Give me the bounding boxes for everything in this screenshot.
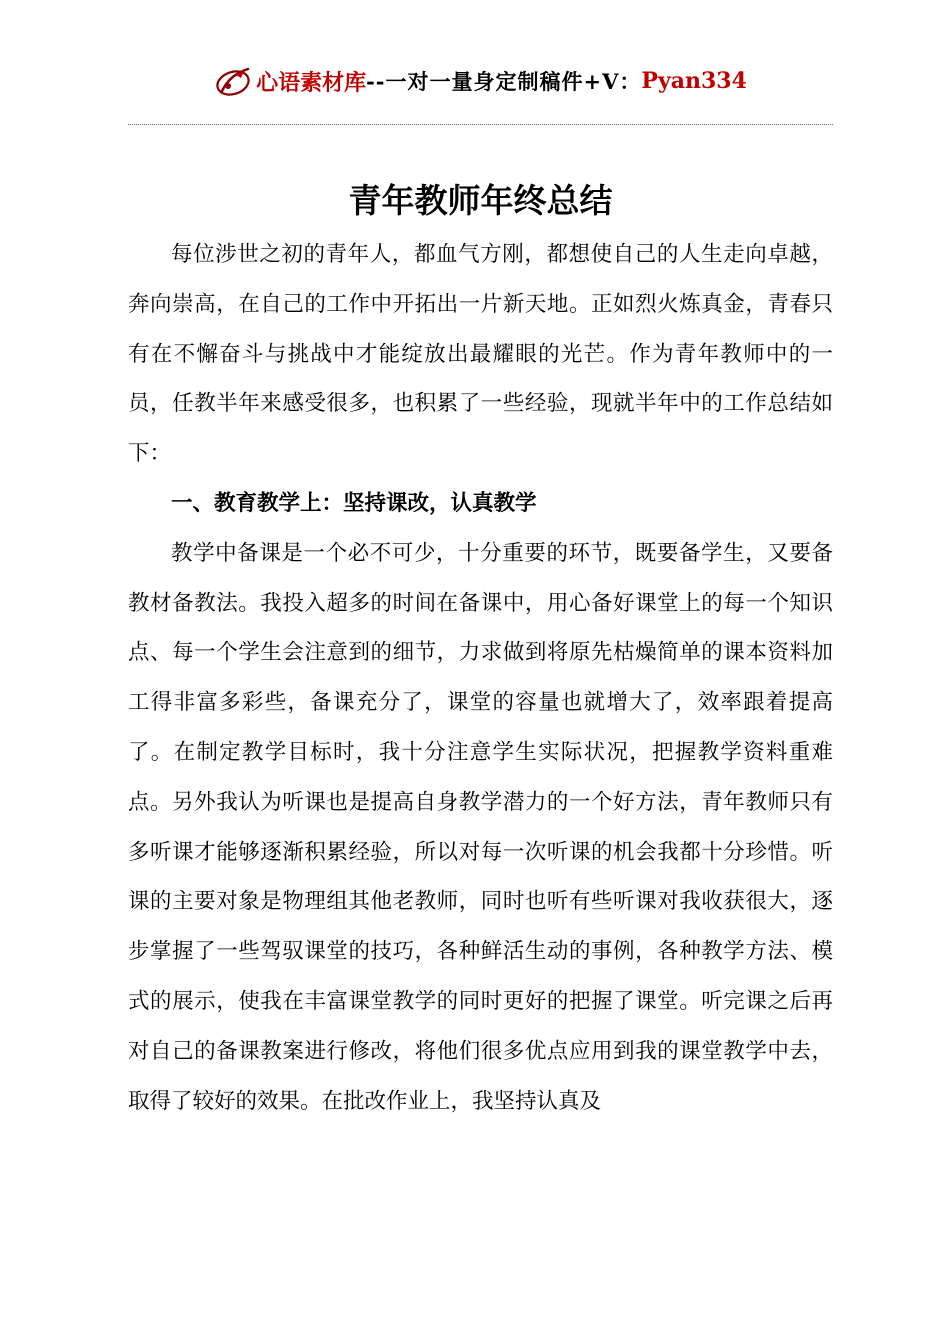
contact-id: Pyan334	[641, 68, 747, 94]
intro-paragraph: 每位涉世之初的青年人，都血气方刚，都想使自己的人生走向卓越，奔向崇高，在自己的工作中开拓出一片新天地。正如烈火炼真金，青春只有在不懈奋斗与挑战中才能绽放出最耀眼的光芒。作为青年教师中的一员，任教半年来感受很多，也积累了一些经验，现就半年中的工作总结如下：	[128, 242, 833, 467]
document-title: 青年教师年终总结	[348, 181, 613, 220]
header-divider	[128, 124, 833, 125]
section-heading: 一、教育教学上：坚持课改，认真教学	[171, 490, 537, 516]
section-paragraph: 教学中备课是一个必不可少，十分重要的环节，既要备学生，又要备教材备教法。我投入超多的时间在备课中，用心备好课堂上的每一个知识点、每一个学生会注意到的细节，力求做到将原先枯燥简单的课本资料加工得非富多彩些，备课充分了，课堂的容量也就增大了，效率跟着提高了。在制定教学目标时，我十分注意学生实际状况，把握教学资料重难点。另外我认为听课也是提高自身教学潜力的一个好方法，青年教师只有多听课才能够逐渐积累经验，所以对每一次听课的机会我都十分珍惜。听课的主要对象是物理组其他老教师，同时也听有些听课对我收获很大，逐步掌握了一些驾驭课堂的技巧，各种鲜活生动的事例，各种教学方法、模式的展示，使我在丰富课堂教学的同时更好的把握了课堂。听完课之后再对自己的备课教案进行修改，将他们很多优点应用到我的课堂教学中去，取得了较好的效果。在批改作业上，我坚持认真及	[128, 540, 833, 1114]
logo-icon	[214, 61, 254, 101]
header-tagline: --一对一量身定制稿件+V：	[366, 69, 642, 94]
page-header	[128, 60, 833, 102]
brand-name: 心语素材库	[256, 69, 367, 96]
document-body	[128, 230, 833, 1126]
